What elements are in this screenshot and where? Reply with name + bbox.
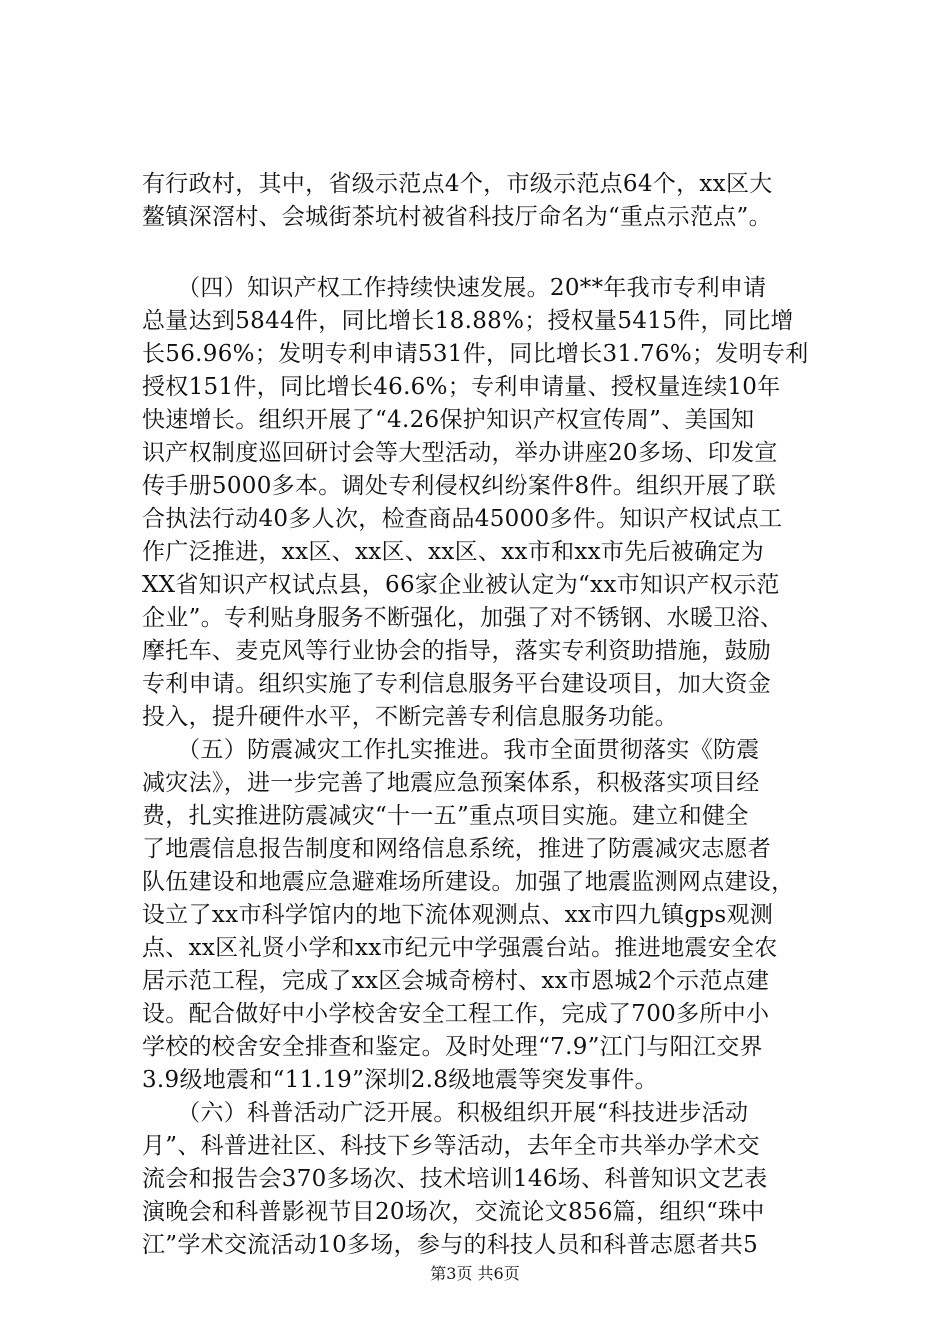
text-line: 设立了xx市科学馆内的地下流体观测点、xx市四九镇gps观测: [142, 902, 774, 928]
text-line: 江”学术交流活动10多场，参与的科技人员和科普志愿者共5: [142, 1232, 759, 1258]
text-line: 作广泛推进，xx区、xx区、xx区、xx市和xx市先后被确定为: [142, 539, 765, 565]
document-body: [142, 168, 832, 1262]
text-line: 投入，提升硬件水平，不断完善专利信息服务功能。: [142, 704, 678, 730]
text-line: 了地震信息报告制度和网络信息系统，推进了防震减灾志愿者: [142, 836, 772, 862]
text-line: XX省知识产权试点县，66家企业被认定为“xx市知识产权示范: [142, 572, 780, 598]
text-line: 学校的校舍安全排查和鉴定。及时处理“7.9”江门与阳江交界: [142, 1034, 763, 1060]
text-line: 鳌镇深滘村、会城街茶坑村被省科技厅命名为“重点示范点”。: [142, 204, 772, 230]
text-line: 快速增长。组织开展了“4.26保护知识产权宣传周”、美国知: [142, 407, 755, 433]
text-line: 授权151件，同比增长46.6%；专利申请量、授权量连续10年: [142, 374, 781, 400]
text-line: 设。配合做好中小学校舍安全工程工作，完成了700多所中小: [142, 1001, 770, 1027]
text-line: 总量达到5844件，同比增长18.88%；授权量5415件，同比增: [142, 308, 794, 334]
text-line: 有行政村，其中，省级示范点4个，市级示范点64个，xx区大: [142, 171, 773, 197]
text-line: 费，扎实推进防震减灾“十一五”重点项目实施。建立和健全: [142, 803, 749, 829]
text-line: 点、xx区礼贤小学和xx市纪元中学强震台站。推进地震安全农: [142, 935, 778, 961]
text-line: 居示范工程，完成了xx区会城奇榜村、xx市恩城2个示范点建: [142, 968, 770, 994]
text-line: 流会和报告会370多场次、技术培训146场、科普知识文艺表: [142, 1166, 768, 1192]
text-line: 长56.96%；发明专利申请531件，同比增长31.76%；发明专利: [142, 341, 809, 367]
page-number-footer: 第3页 共6页: [430, 1264, 520, 1283]
text-line: （六）科普活动广泛开展。积极组织开展“科技进步活动: [142, 1100, 749, 1126]
text-line: 企业”。专利贴身服务不断强化，加强了对不锈钢、水暖卫浴、: [142, 605, 784, 631]
text-line: 3.9级地震和“11.19”深圳2.8级地震等突发事件。: [142, 1067, 658, 1093]
text-line: 月”、科普进社区、科技下乡等活动，去年全市共举办学术交: [142, 1133, 760, 1159]
paragraph-gap: [142, 234, 832, 272]
text-line: 识产权制度巡回研讨会等大型活动，举办讲座20多场、印发宣: [142, 440, 778, 466]
text-line: 摩托车、麦克风等行业协会的指导，落实专利资助措施，鼓励: [142, 638, 772, 664]
text-line: 传手册5000多本。调处专利侵权纠纷案件8件。组织开展了联: [142, 473, 776, 499]
text-line: 减灾法》，进一步完善了地震应急预案体系，积极落实项目经: [142, 770, 760, 796]
text-line: 合执法行动40多人次，检查商品45000多件。知识产权试点工: [142, 506, 783, 532]
text-line: 专利申请。组织实施了专利信息服务平台建设项目，加大资金: [142, 671, 772, 697]
text-line: （四）知识产权工作持续快速发展。20**年我市专利申请: [142, 275, 767, 301]
text-line: （五）防震减灾工作扎实推进。我市全面贯彻落实《防震: [142, 737, 760, 763]
text-line: 演晚会和科普影视节目20场次，交流论文856篇，组织“珠中: [142, 1199, 765, 1225]
text-line: 队伍建设和地震应急避难场所建设。加强了地震监测网点建设，: [142, 869, 795, 895]
